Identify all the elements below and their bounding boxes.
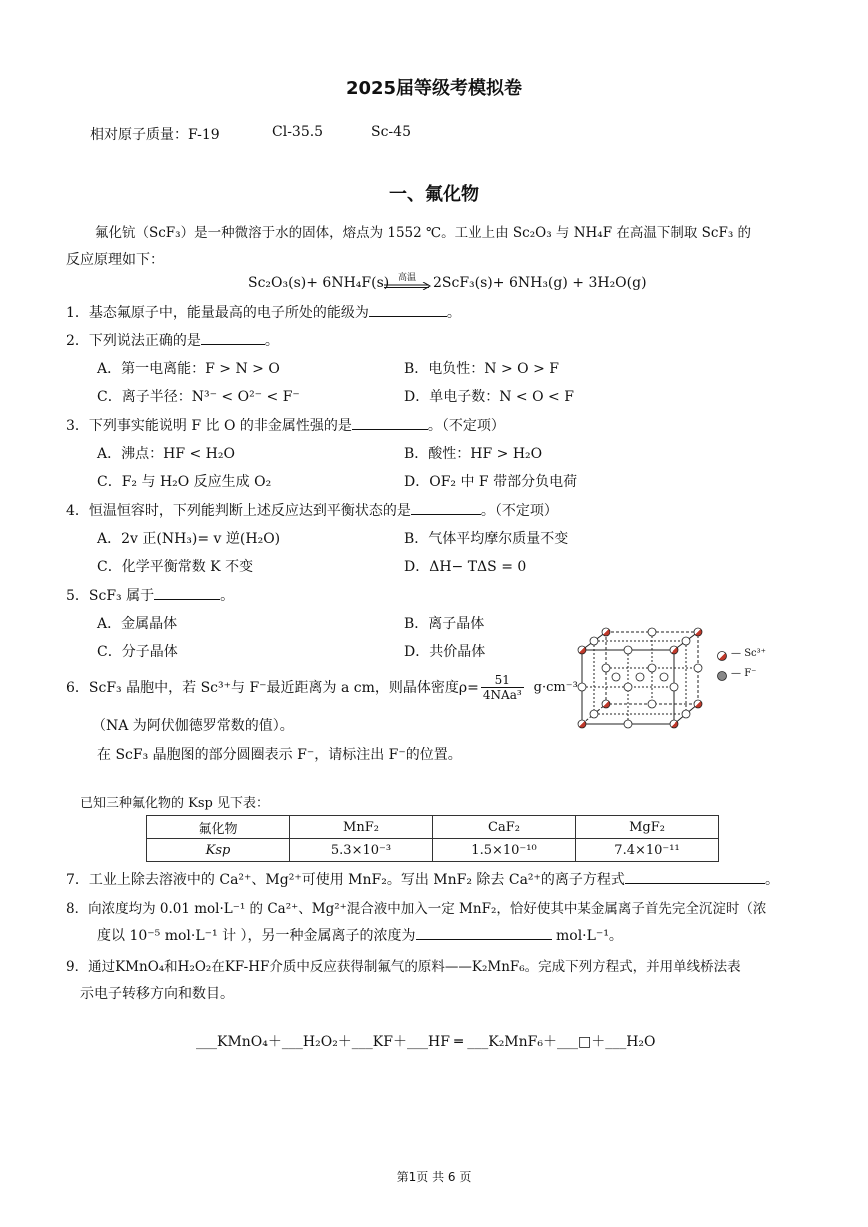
q9-equation[interactable]: ___KMnO₄＋___H₂O₂＋___KF＋___HF ═ ___K₂MnF₆＋___□＋___H₂O: [196, 1034, 656, 1050]
q2-option-a[interactable]: A．第一电离能：F > N > O: [97, 361, 280, 377]
q3-option-a[interactable]: A．沸点：HF < H₂O: [97, 446, 235, 462]
legend-f-label: — F⁻: [731, 668, 757, 679]
q5-option-c[interactable]: C．分子晶体: [97, 644, 178, 660]
table-cell: 5.3×10⁻³: [290, 839, 433, 862]
legend-sc-label: — Sc³⁺: [731, 648, 766, 659]
q5-option-b[interactable]: B．离子晶体: [404, 616, 485, 632]
ksp-intro: 已知三种氟化物的 Ksp 见下表：: [80, 796, 269, 811]
legend-f-icon: [716, 670, 728, 682]
density-fraction: $\frac{51}{\text{4NAa³}}$: [482, 672, 522, 702]
question-8-line-2: 度以 10⁻⁵ mol·L⁻¹ 计 ），另一种金属离子的浓度为 mol·L⁻¹。: [97, 925, 623, 945]
table-header-cell: 氟化物: [147, 816, 290, 839]
question-6: 6．ScF₃ 晶胞中，若 Sc³⁺与 F⁻最近距离为 a cm，则晶体密度ρ= $\frac{51}{\text{4NAa³}}$ g·cm⁻³: [66, 672, 578, 702]
q4-option-b[interactable]: B．气体平均摩尔质量不变: [404, 531, 569, 547]
q3-option-c[interactable]: C．F₂ 与 H₂O 反应生成 O₂: [97, 474, 272, 490]
crystal-cell-figure[interactable]: [576, 620, 706, 740]
table-header-cell: MgF₂: [576, 816, 719, 839]
question-3: 3．下列事实能说明 F 比 O 的非金属性强的是 。（不定项）: [66, 415, 505, 435]
table-row-label: Ksp: [147, 839, 290, 862]
q5-option-a[interactable]: A．金属晶体: [97, 616, 178, 632]
question-2: 2．下列说法正确的是 。: [66, 330, 279, 350]
legend-sc-icon: [716, 650, 728, 662]
table-cell: 7.4×10⁻¹¹: [576, 839, 719, 862]
question-1: 1．基态氟原子中，能量最高的电子所处的能级为 。: [66, 302, 461, 322]
ksp-table: [146, 815, 719, 862]
q4-option-a[interactable]: A．2v 正(NH₃)= v 逆(H₂O): [97, 531, 281, 547]
answer-blank-3[interactable]: [352, 415, 428, 430]
q3-option-d[interactable]: D．OF₂ 中 F 带部分负电荷: [404, 474, 578, 490]
section-title: 一、氟化物: [389, 184, 479, 205]
q5-option-d[interactable]: D．共价晶体: [404, 644, 486, 660]
answer-blank-8[interactable]: [416, 925, 552, 940]
table-cell: 1.5×10⁻¹⁰: [433, 839, 576, 862]
atomic-mass-label: 相对原子质量：F-19: [90, 127, 220, 143]
table-header-cell: MnF₂: [290, 816, 433, 839]
table-header-cell: CaF₂: [433, 816, 576, 839]
atomic-mass-sc: Sc-45: [371, 124, 411, 140]
q4-option-d[interactable]: D．ΔH− TΔS = 0: [404, 559, 527, 575]
intro-line-2: 反应原理如下：: [66, 252, 164, 268]
equation-condition: 高温: [397, 273, 416, 283]
q3-option-b[interactable]: B．酸性：HF > H₂O: [404, 446, 543, 462]
answer-blank-4[interactable]: [411, 500, 481, 515]
question-7: 7．工业上除去溶液中的 Ca²⁺、Mg²⁺可使用 MnF₂。写出 MnF₂ 除去 Ca²⁺的离子方程式 。: [66, 869, 779, 889]
q6-note: （NA 为阿伏伽德罗常数的值）。: [92, 718, 294, 734]
page-title: 2025届等级考模拟卷: [345, 78, 523, 99]
question-5: 5．ScF₃ 属于 。: [66, 585, 234, 605]
answer-blank-2[interactable]: [201, 330, 265, 345]
q4-option-c[interactable]: C．化学平衡常数 K 不变: [97, 559, 254, 575]
equation-arrow: [383, 282, 431, 290]
q6-instruction: 在 ScF₃ 晶胞图的部分圆圈表示 F⁻，请标注出 F⁻的位置。: [97, 747, 462, 763]
question-4: 4．恒温恒容时，下列能判断上述反应达到平衡状态的是 。（不定项）: [66, 500, 558, 520]
question-9-line-1: 9．通过KMnO₄和H₂O₂在KF-HF介质中反应获得制氟气的原料——K₂MnF₆。完成下列方程式，并用单线桥法表: [66, 959, 741, 975]
atomic-mass-cl: Cl-35.5: [272, 124, 324, 140]
answer-blank-7[interactable]: [625, 869, 765, 884]
question-8-line-1: 8．向浓度均为 0.01 mol·L⁻¹ 的 Ca²⁺、Mg²⁺混合液中加入一定 MnF₂，恰好使其中某金属离子首先完全沉淀时（浓: [66, 901, 767, 917]
q2-option-b[interactable]: B．电负性：N > O > F: [404, 361, 559, 377]
page-number: 第1页 共 6 页: [396, 1170, 472, 1184]
equation-right: 2ScF₃(s)+ 6NH₃(g) + 3H₂O(g): [433, 275, 647, 291]
q2-option-d[interactable]: D．单电子数：N < O < F: [404, 389, 574, 405]
intro-line-1: 氟化钪（ScF₃）是一种微溶于水的固体，熔点为 1552 ℃。工业上由 Sc₂O₃ 与 NH₄F 在高温下制取 ScF₃ 的: [95, 225, 752, 241]
answer-blank-5[interactable]: [154, 585, 220, 600]
equation-left: Sc₂O₃(s)+ 6NH₄F(s): [248, 275, 390, 291]
q2-option-c[interactable]: C．离子半径：N³⁻ < O²⁻ < F⁻: [97, 389, 300, 405]
question-9-line-2: 示电子转移方向和数目。: [80, 986, 234, 1002]
answer-blank-1[interactable]: [369, 302, 447, 317]
